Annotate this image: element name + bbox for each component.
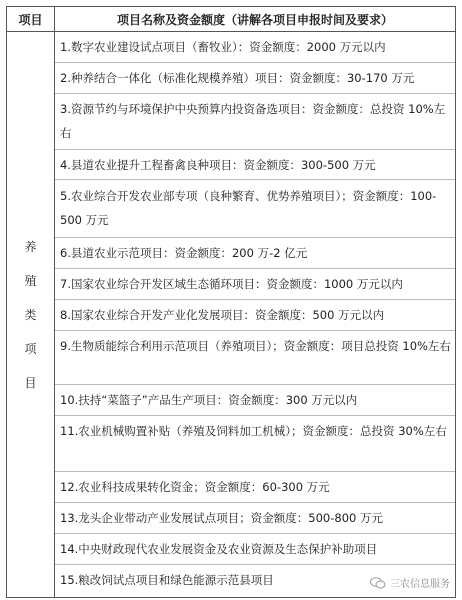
- table-row: 14.中央财政现代农业发展资金及农业资源及生态保护补助项目: [55, 534, 455, 565]
- category-cell: [7, 32, 55, 597]
- table-row: 2.种养结合一体化（标准化规模养殖）项目：资金额度：30-170 万元: [55, 63, 455, 94]
- header-project: 项目: [7, 7, 55, 31]
- wechat-icon: [370, 577, 386, 589]
- category-char: 类: [24, 307, 37, 322]
- table-row: 9.生物质能综合利用示范项目（养殖项目）；资金额度：项目总投资 10%左右: [55, 331, 455, 385]
- table-row: 6.县道农业示范项目：资金额度：200 万-2 亿元: [55, 238, 455, 269]
- table-row: 3.资源节约与环境保护中央预算内投资备选项目：资金额度：总投资 10%左右: [55, 94, 455, 150]
- watermark: [370, 575, 450, 590]
- project-list: [55, 32, 455, 596]
- table-row: 12.农业科技成果转化资金；资金额度：60-300 万元: [55, 472, 455, 503]
- table-row: 7.国家农业综合开发区域生态循环项目：资金额度：1000 万元以内: [55, 269, 455, 300]
- watermark-text: 三农信息服务: [390, 579, 450, 590]
- category-char: 养: [24, 239, 37, 254]
- table-row: 11.农业机械购置补贴（养殖及饲料加工机械）；资金额度：总投资 30%左右: [55, 416, 455, 472]
- table-row: 4.县道农业提升工程畜禽良种项目：资金额度：300-500 万元: [55, 150, 455, 180]
- category-char: 殖: [24, 273, 37, 288]
- funding-table: [6, 6, 456, 598]
- header-name-funding: 项目名称及资金额度（讲解各项目申报时间及要求）: [116, 12, 393, 27]
- table-row: 5.农业综合开发农业部专项（良种繁育、优势养殖项目）；资金额度：100-500 万元: [55, 180, 455, 238]
- table-row: 10.扶持“菜篮子”产品生产项目：资金额度：300 万元以内: [55, 385, 455, 416]
- table-row: 13.龙头企业带动产业发展试点项目；资金额度：500-800 万元: [55, 503, 455, 534]
- category-char: 项: [24, 341, 37, 356]
- category-char: 目: [24, 375, 37, 390]
- table-row: 8.国家农业综合开发产业化发展项目：资金额度：500 万元以内: [55, 300, 455, 331]
- table-row: 1.数字农业建设试点项目（畜牧业）：资金额度：2000 万元以内: [55, 32, 455, 63]
- table-header: [7, 7, 455, 32]
- table-row: 15.粮改饲试点项目和绿色能源示范县项目: [60, 573, 274, 587]
